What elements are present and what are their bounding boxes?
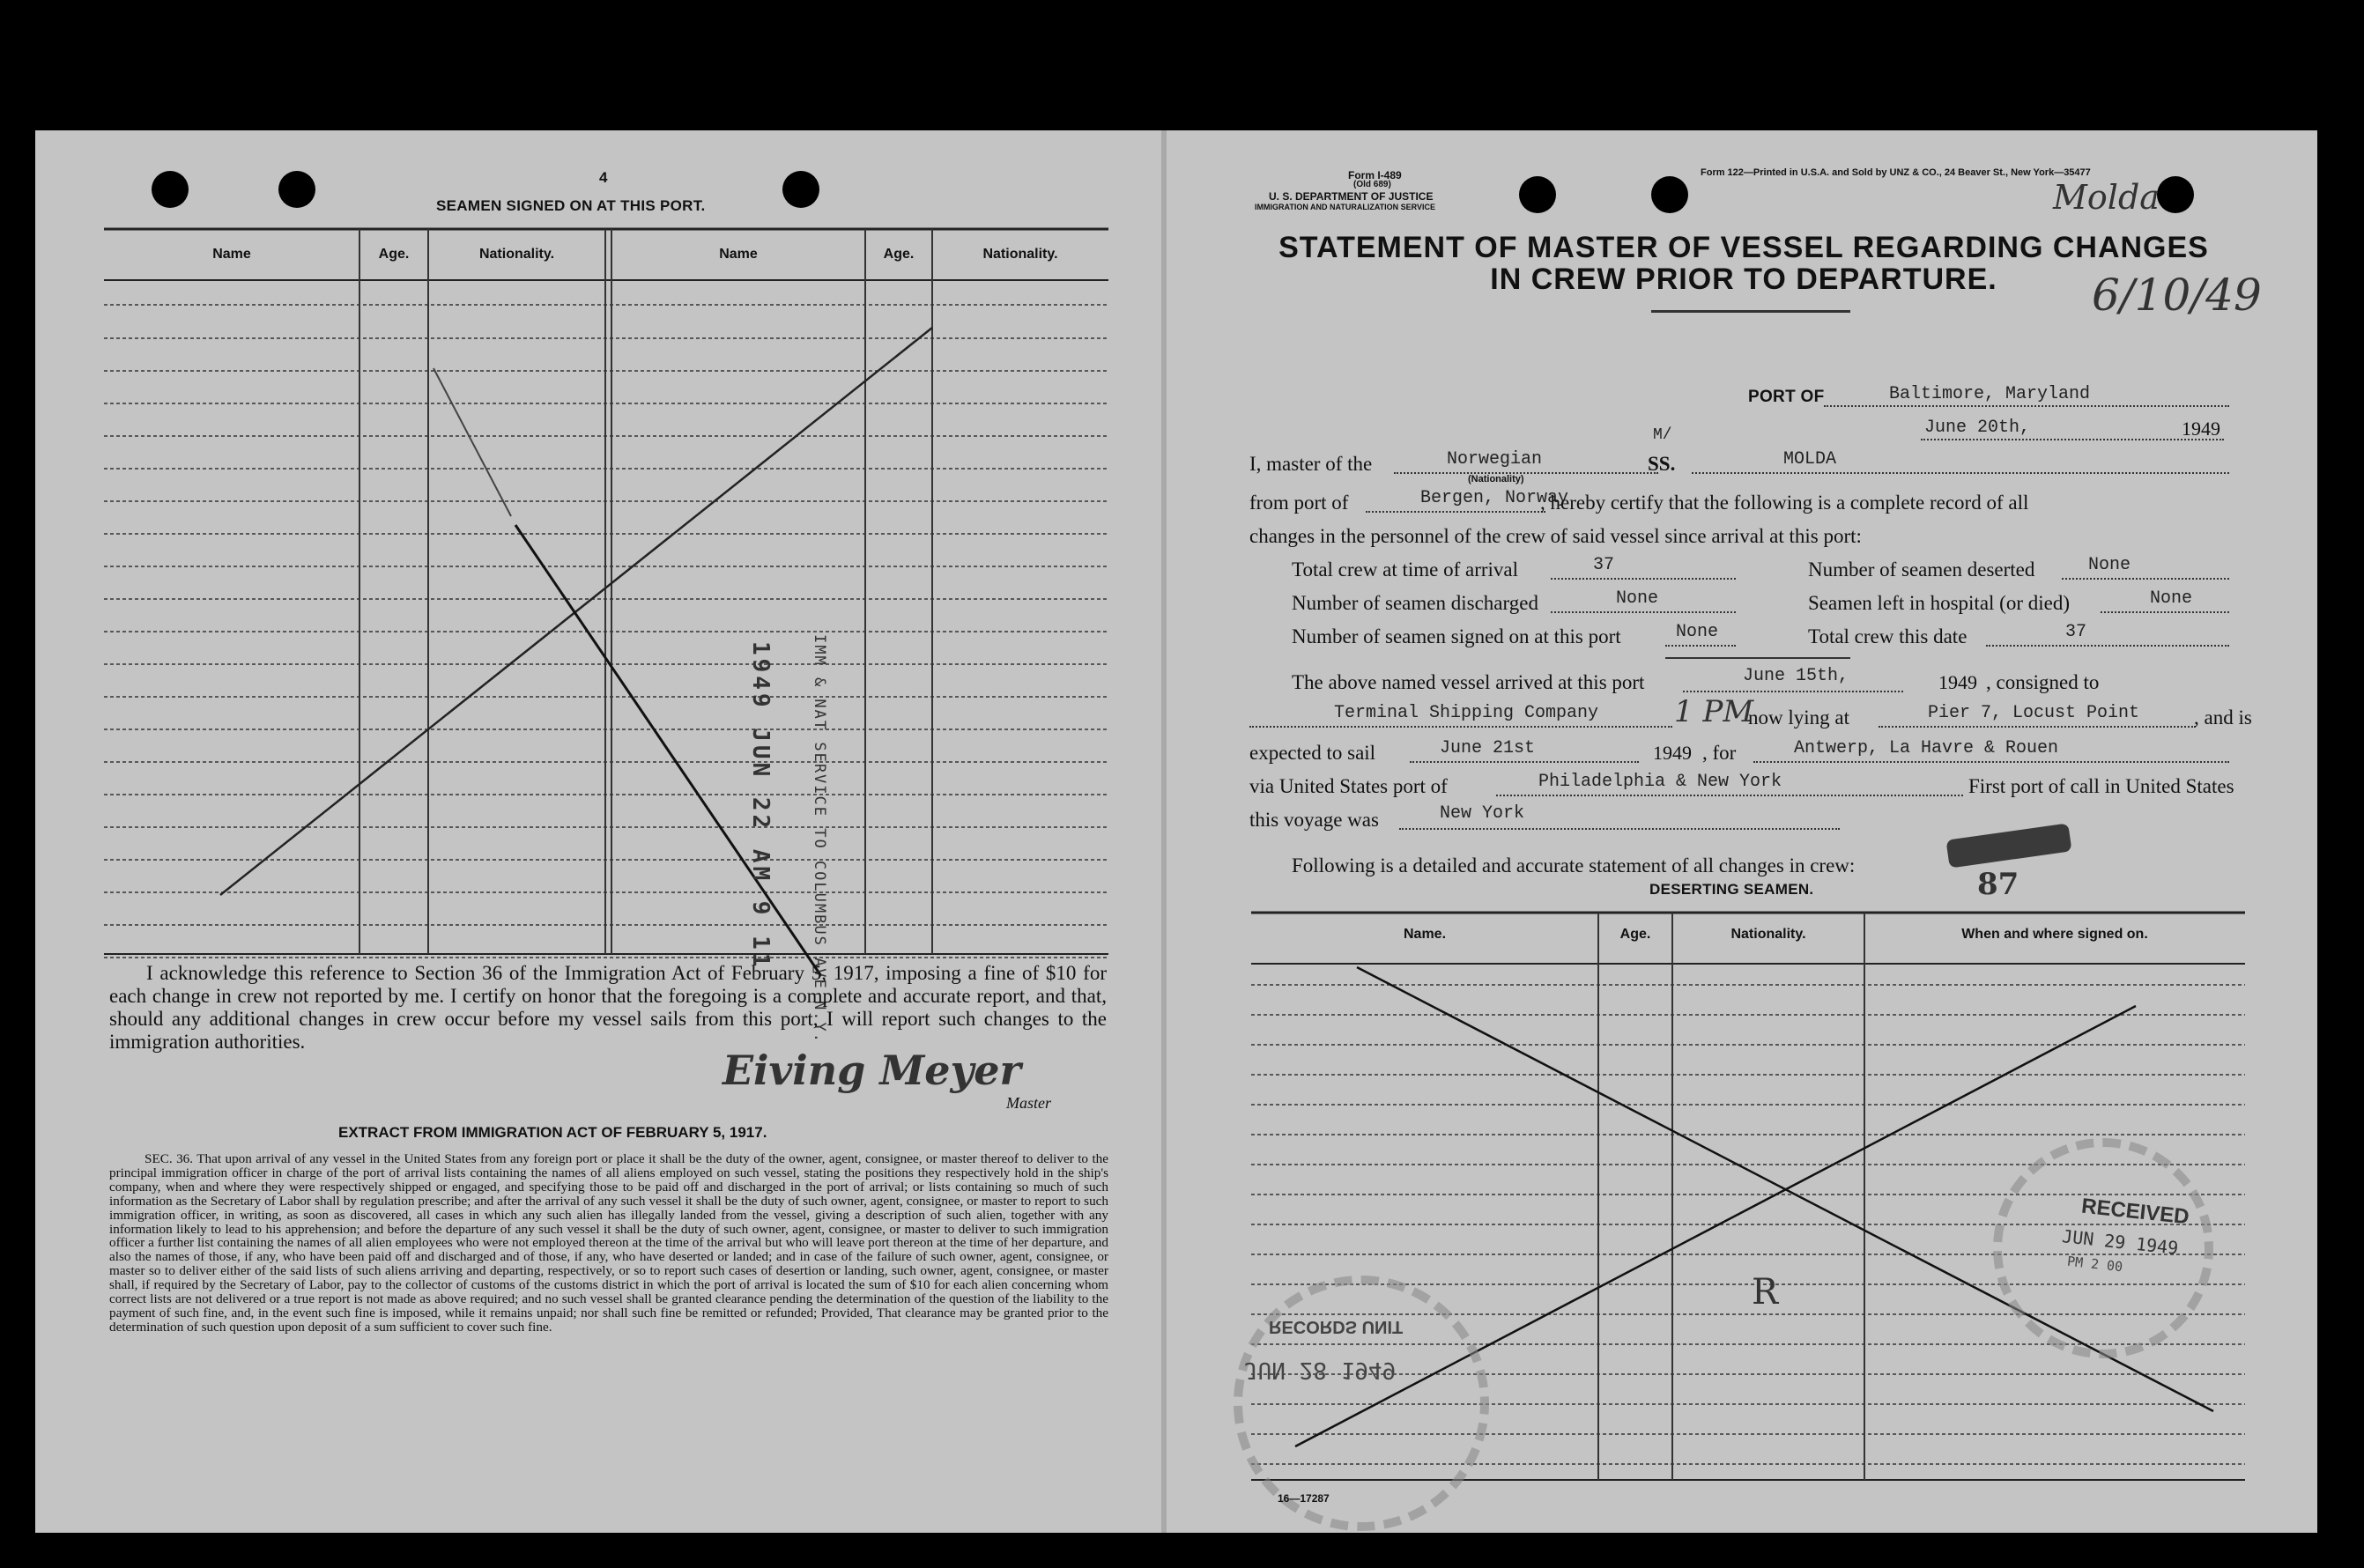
master-of-label: I, master of the	[1249, 453, 1373, 475]
form-title-line1: STATEMENT OF MASTER OF VESSEL REGARDING CHANGES	[1278, 231, 2209, 264]
extract-title: EXTRACT FROM IMMIGRATION ACT OF FEBRUARY 5, 1917.	[338, 1124, 767, 1141]
col-header-age: Age.	[1619, 927, 1651, 942]
from-port-value: Bergen, Norway	[1420, 488, 1569, 508]
form-number: Form I-489	[1348, 169, 1402, 181]
seamen-hospital-label: Seamen left in hospital (or died)	[1808, 592, 2071, 614]
changes-text: changes in the personnel of the crew of said vessel since arrival at this port:	[1249, 525, 1862, 547]
service-name: IMMIGRATION AND NATURALIZATION SERVICE	[1255, 203, 1435, 211]
handwritten-r-mark: R	[1752, 1272, 1779, 1313]
seamen-signed-value: None	[1676, 622, 1719, 642]
via-label: via United States port of	[1249, 775, 1448, 797]
from-port-label: from port of	[1249, 492, 1349, 514]
received-stamp-vertical: 1949 JUN 22 AM 9 11	[747, 641, 774, 971]
department-name: U. S. DEPARTMENT OF JUSTICE	[1269, 190, 1434, 203]
expected-value: June 21st	[1440, 738, 1536, 758]
section-title: SEAMEN SIGNED ON AT THIS PORT.	[436, 197, 706, 214]
form-old-number: (Old 689)	[1353, 180, 1391, 189]
this-voyage-label: this voyage was	[1249, 809, 1379, 831]
consigned-label: , consigned to	[1986, 671, 2100, 693]
form-title-line2: IN CREW PRIOR TO DEPARTURE.	[1490, 263, 1997, 296]
col-header-age: Age.	[378, 247, 410, 262]
nationality-value: Norwegian	[1447, 449, 1543, 470]
port-value: Baltimore, Maryland	[1889, 384, 2091, 404]
destination-value: Antwerp, La Havre & Rouen	[1794, 738, 2059, 758]
footer-code: 16—17287	[1278, 1492, 1330, 1505]
vessel-type: SS.	[1648, 453, 1676, 475]
expected-label: expected to sail	[1249, 742, 1376, 764]
deserting-label: DESERTING SEAMEN.	[1649, 881, 1814, 898]
certify-text: , hereby certify that the following is a complete record of all	[1540, 492, 2029, 514]
master-signature: Eiving Meyer	[723, 1047, 1021, 1094]
vessel-name: MOLDA	[1783, 449, 1837, 470]
col-header-nationality: Nationality.	[478, 247, 555, 262]
year-value: 1949	[2182, 418, 2220, 440]
col-header-when-where: When and where signed on.	[1961, 927, 2148, 942]
stamp-records-date: JUN 28 1949	[1244, 1357, 1397, 1383]
total-crew-date-value: 37	[2065, 622, 2087, 642]
expected-year: 1949	[1653, 742, 1692, 764]
total-crew-arrival-value: 37	[1593, 555, 1615, 575]
seamen-discharged-label: Number of seamen discharged	[1292, 592, 1538, 614]
master-label: Master	[1006, 1094, 1051, 1112]
seamen-deserted-value: None	[2088, 555, 2131, 575]
lying-label: now lying at	[1748, 706, 1849, 729]
and-is-label: , and is	[2194, 706, 2252, 729]
total-crew-arrival-label: Total crew at time of arrival	[1292, 558, 1519, 581]
col-header-age-2: Age.	[883, 247, 915, 262]
vessel-type-top: M/	[1653, 426, 1672, 444]
handwritten-time: 1 PM	[1674, 694, 1754, 729]
following-label: Following is a detailed and accurate statement of all changes in crew:	[1292, 854, 1856, 876]
date-value: June 20th,	[1924, 418, 2031, 438]
col-header-name: Name	[212, 247, 251, 262]
stamp-received-date: JUN 29 1949	[2061, 1225, 2180, 1259]
arrived-label: The above named vessel arrived at this port	[1292, 671, 1645, 693]
extract-text: SEC. 36. That upon arrival of any vessel in the United States from any foreign port or place it shall be the duty of the owner, agent, consignee, or master thereof to deliver to the principal immigration officer in charge of the port of arrival lists containing the names of all aliens employed on such vessel, stating the positions they respectively hold in the ship's company, when and where they were respectively shipped or engaged, and specifying those to be paid off and discharged in the port of arrival; or lists containing so much of such information as the Secretary of Labor shall by regulation prescribe; and after the arrival of any such vessel it shall be the duty of such owner, agent, consignee, or master to report to such immigration officer, in writing, as soon as discovered, all cases in which any such alien has illegally landed from the vessel, giving a description of such alien, together with any information likely to lead to his apprehension; and before the departure of any such vessel it shall be the duty of such owner, agent, consignee, or master to deliver to such immigration officer a further list containing the names of all alien employees who were not employed thereon at the time of the arrival but who will leave port thereon at the time of her departure, and also the names of those, if any, who have been paid off and discharged and of those, if any, who have deserted or landed; and in case of the failure of such owner, agent, consignee, or master so to deliver either of the said lists of such aliens arriving and departing, respectively, or so to report such cases of desertion or landing, such owner, agent, consignee, or master shall, if required by the Secretary of Labor, pay to the collector of customs of the customs district in which the port of arrival is located the sum of $10 for each alien concerning whom correct lists are not delivered or a true report is not made as above required; and no such vessel shall be granted clearance pending the determination of the question of the liability to the payment of such fine, and, in the event such fine is imposed, while it remains unpaid; nor shall such fine be remitted or refunded; Provided, That clearance may be granted prior to the determination of such question upon deposit of a sum sufficient to cover such fine.	[109, 1151, 1108, 1335]
seamen-deserted-label: Number of seamen deserted	[1808, 558, 2035, 581]
stamp-received-text: RECEIVED	[2079, 1194, 2190, 1230]
col-header-name-2: Name	[719, 247, 758, 262]
col-header-nationality-2: Nationality.	[982, 247, 1058, 262]
col-header-name: Name.	[1403, 927, 1447, 942]
consignee-value: Terminal Shipping Company	[1334, 703, 1599, 723]
seamen-hospital-value: None	[2150, 588, 2193, 609]
col-header-nationality: Nationality.	[1730, 927, 1806, 942]
seamen-signed-label: Number of seamen signed on at this port	[1292, 625, 1621, 647]
nationality-caption: (Nationality)	[1468, 474, 1524, 484]
right-table-svg	[35, 130, 2317, 1533]
page-number: 4	[599, 169, 608, 186]
lying-value: Pier 7, Locust Point	[1928, 703, 2140, 723]
for-label: , for	[1702, 742, 1737, 764]
total-crew-date-label: Total crew this date	[1808, 625, 1968, 647]
printer-note: Form 122—Printed in U.S.A. and Sold by UNZ & CO., 24 Beaver St., New York—35477	[1701, 167, 2091, 178]
port-label: PORT OF	[1748, 388, 1825, 406]
seamen-discharged-value: None	[1616, 588, 1659, 609]
service-stamp-vertical: IMM & NAT SERVICE TO COLUMBUS AVE N.Y.	[811, 634, 828, 1044]
handwritten-date: 6/10/49	[2092, 270, 2262, 321]
stamp-received-time: PM 2 00	[2066, 1253, 2123, 1276]
via-value: Philadelphia & New York	[1538, 772, 1782, 792]
arrived-value: June 15th,	[1743, 666, 1849, 686]
arrived-year: 1949	[1938, 671, 1977, 693]
page-count: 87	[1977, 867, 2019, 902]
handwritten-vessel-name: Molda	[2053, 178, 2160, 217]
first-port-label: First port of call in United States	[1968, 775, 2234, 797]
stamp-records-text: RECORDS UNIT	[1269, 1317, 1404, 1336]
document-sheet	[35, 130, 2317, 1533]
this-voyage-value: New York	[1440, 803, 1525, 824]
acknowledgment-text: I acknowledge this reference to Section 36 of the Immigration Act of February 5, 1917, imposing a fine of $10 for each change in crew not reported by me. I certify on honor that the foregoing is a complete and accurate report, and that, should any additional changes in crew occur before my vessel sails from this port, I will report such changes to the immigration authorities.	[109, 962, 1107, 1053]
records-stamp	[1234, 1276, 1489, 1531]
